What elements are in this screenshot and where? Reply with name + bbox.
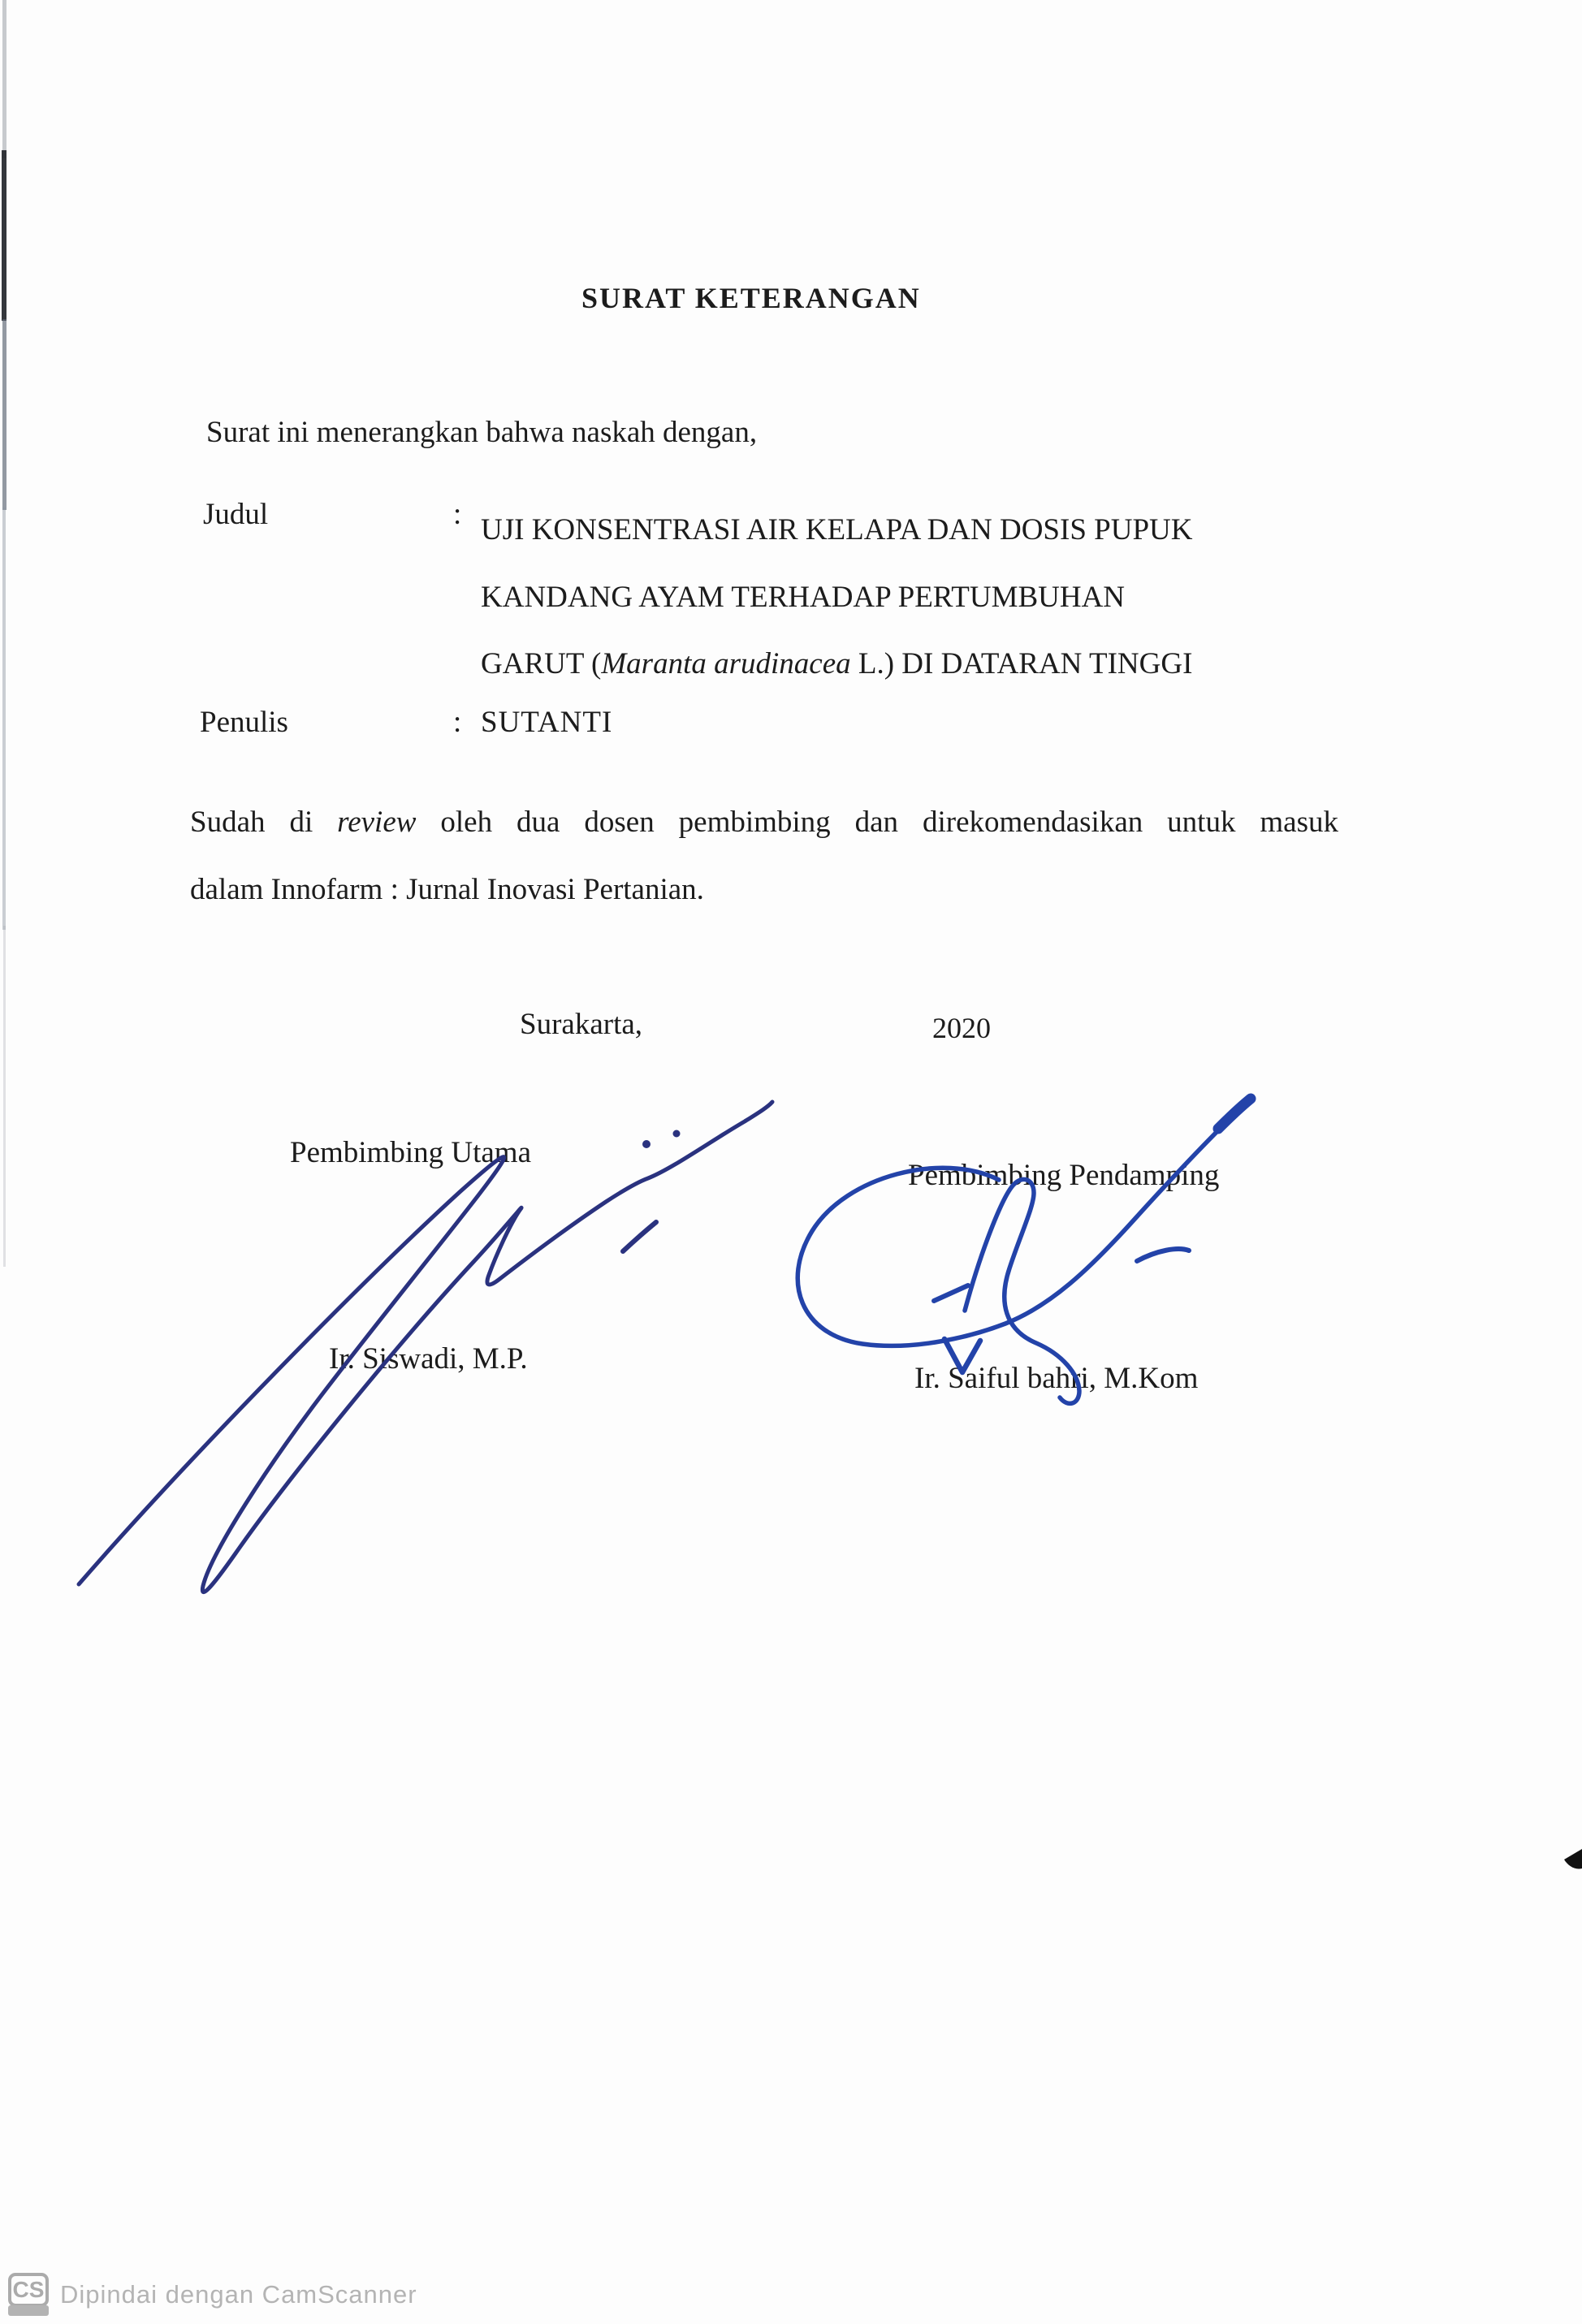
scan-credit-text: Dipindai dengan CamScanner (60, 2280, 417, 2309)
signature-dot (642, 1140, 651, 1148)
signature-stroke (1218, 1099, 1251, 1129)
review-statement (190, 789, 1338, 923)
judul-line-2: KANDANG AYAM TERHADAP PERTUMBUHAN (481, 580, 1126, 614)
signature-stroke (1137, 1249, 1189, 1261)
right-signer-role: Pembimbing Pendamping (908, 1159, 1220, 1192)
signature-saiful-ink (797, 1099, 1251, 1403)
field-label-judul: Judul (203, 498, 269, 531)
signature-stroke (797, 1121, 1228, 1346)
species-name-italic: Maranta arudinacea (601, 647, 851, 680)
field-value-judul (481, 497, 1192, 698)
field-label-penulis: Penulis (200, 706, 288, 739)
review-italic: review (337, 806, 417, 839)
signature-stroke (623, 1222, 656, 1251)
dateline-city: Surakarta, (520, 1008, 643, 1041)
field-colon: : (453, 498, 462, 531)
signature-stroke (934, 1285, 968, 1301)
camscanner-cs-icon (8, 2273, 49, 2317)
scan-edge-artifact (3, 926, 6, 1267)
left-signer-role: Pembimbing Utama (290, 1136, 531, 1169)
cs-icon-base-bar (8, 2305, 49, 2316)
right-signer-name: Ir. Saiful bahri, M.Kom (914, 1362, 1199, 1395)
ink-blot-artifact (1564, 1849, 1582, 1868)
cs-icon-letters: CS (12, 2277, 45, 2302)
scan-edge-artifact (2, 319, 6, 510)
letter-title: SURAT KETERANGAN (581, 282, 921, 314)
field-value-penulis: SUTANTI (481, 706, 613, 739)
scan-edge-artifact (2, 0, 6, 158)
dateline-year: 2020 (932, 1012, 991, 1044)
intro-line: Surat ini menerangkan bahwa naskah dengan, (206, 416, 758, 449)
scan-edge-artifact (2, 150, 6, 321)
statement-line-2: dalam Innofarm : Jurnal Inovasi Pertanian. (190, 872, 704, 906)
statement-line-1: Sudah di review oleh dua dosen pembimbing dan direkomendasikan untuk masuk (190, 806, 1339, 839)
judul-line-3: GARUT (Maranta arudinacea L.) DI DATARAN TINGGI (481, 647, 1193, 680)
signature-dot (673, 1130, 681, 1138)
judul-line-1: UJI KONSENTRASI AIR KELAPA DAN DOSIS PUPUK (481, 513, 1193, 546)
scan-edge-artifact (2, 508, 6, 930)
camscanner-footer (8, 2273, 417, 2317)
field-colon: : (453, 706, 462, 739)
left-signer-name: Ir. Siswadi, M.P. (329, 1342, 528, 1376)
